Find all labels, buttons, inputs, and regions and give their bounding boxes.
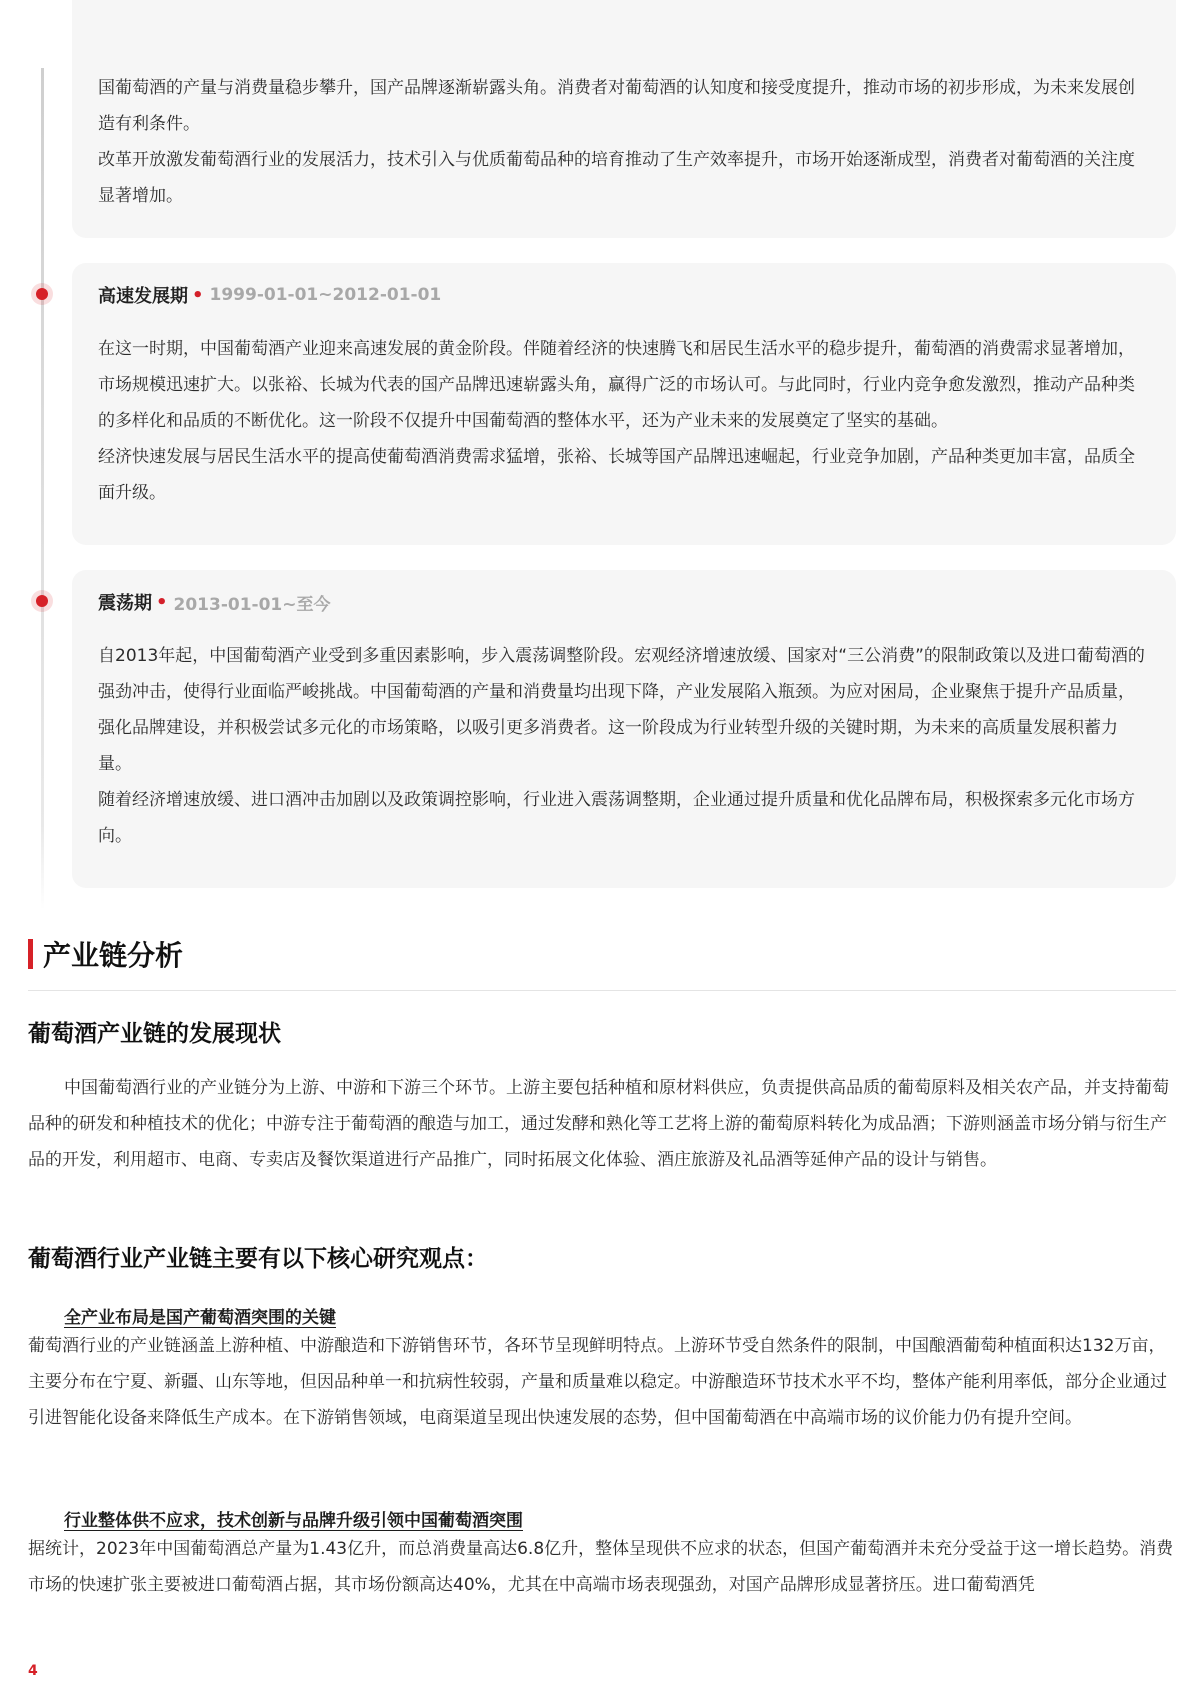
timeline-card-paragraph: 在这一时期，中国葡萄酒产业迎来高速发展的黄金阶段。伴随着经济的快速腾飞和居民生活水平的稳步提升，葡萄酒的消费需求显著增加，市场规模迅速扩大。以张裕、长城为代表的国产品牌迅速崭露头角，赢得广泛的市场认可。与此同时，行业内竞争愈发激烈，推动产品种类的多样化和品质的不断优化。这一阶段不仅提升中国葡萄酒的整体水平，还为产业未来的发展奠定了坚实的基础。 xyxy=(98,339,1135,431)
timeline-card-paragraph: 自2013年起，中国葡萄酒产业受到多重因素影响，步入震荡调整阶段。宏观经济增速放缓、国家对“三公消费”的限制政策以及进口葡萄酒的强劲冲击，使得行业面临严峻挑战。中国葡萄酒的产量和消费量均出现下降，产业发展陷入瓶颈。为应对困局，企业聚焦于提升产品质量，强化品牌建设，并积极尝试多元化的市场策略，以吸引更多消费者。这一阶段成为行业转型升级的关键时期，为未来的高质量发展积蓄力量。 xyxy=(98,646,1145,774)
timeline-card-header xyxy=(98,582,1150,622)
viewpoint-title: 行业整体供不应求，技术创新与品牌升级引领中国葡萄酒突围 xyxy=(64,1511,523,1531)
timeline-card-paragraph: 随着经济增速放缓、进口酒冲击加剧以及政策调控影响，行业进入震荡调整期，企业通过提升质量和优化品牌布局，积极探索多元化市场方向。 xyxy=(98,790,1135,846)
timeline-node-icon xyxy=(31,283,53,305)
timeline-node-icon xyxy=(31,590,53,612)
timeline-card-volatile xyxy=(72,570,1176,888)
section-title xyxy=(28,936,183,972)
heading-industry-chain-status: 葡萄酒产业链的发展现状 xyxy=(28,1021,281,1047)
page-number: 4 xyxy=(28,1663,38,1679)
viewpoint-title: 全产业布局是国产葡萄酒突围的关键 xyxy=(64,1308,336,1328)
section-title-text: 产业链分析 xyxy=(43,939,184,972)
stage-name: 高速发展期 xyxy=(98,286,188,307)
section-accent-bar xyxy=(28,939,33,969)
separator-dot: • xyxy=(192,284,204,306)
timeline-card-paragraph: 经济快速发展与居民生活水平的提高使葡萄酒消费需求猛增，张裕、长城等国产品牌迅速崛起，行业竞争加剧，产品种类更加丰富，品质全面升级。 xyxy=(98,447,1135,503)
timeline-line xyxy=(41,68,44,910)
stage-name: 震荡期 xyxy=(98,593,152,614)
timeline-card-paragraph: 国葡萄酒的产量与消费量稳步攀升，国产品牌逐渐崭露头角。消费者对葡萄酒的认知度和接受度提升，推动市场的初步形成，为未来发展创造有利条件。 xyxy=(98,78,1135,134)
viewpoint-text: 葡萄酒行业的产业链涵盖上游种植、中游酿造和下游销售环节，各环节呈现鲜明特点。上游环节受自然条件的限制，中国酿酒葡萄种植面积达132万亩，主要分布在宁夏、新疆、山东等地，但因品种单一和抗病性较弱，产量和质量难以稳定。中游酿造环节技术水平不均，整体产能利用率低，部分企业通过引进智能化设备来降低生产成本。在下游销售领域，电商渠道呈现出快速发展的态势，但中国葡萄酒在中高端市场的议价能力仍有提升空间。 xyxy=(28,1336,1167,1428)
stage-date: 2013-01-01~至今 xyxy=(173,594,331,615)
stage-date: 1999-01-01~2012-01-01 xyxy=(209,285,442,305)
timeline-card-rapid-growth xyxy=(72,263,1176,545)
separator-dot: • xyxy=(156,591,168,613)
heading-core-viewpoints: 葡萄酒行业产业链主要有以下核心研究观点： xyxy=(28,1246,488,1272)
viewpoint-text: 据统计，2023年中国葡萄酒总产量为1.43亿升，而总消费量高达6.8亿升，整体呈现供不应求的状态，但国产葡萄酒并未充分受益于这一增长趋势。消费市场的快速扩张主要被进口葡萄酒占据，其市场份额高达40%，尤其在中高端市场表现强劲，对国产品牌形成显著挤压。进口葡萄酒凭 xyxy=(28,1539,1174,1595)
section-divider xyxy=(28,990,1176,991)
intro-paragraph: 中国葡萄酒行业的产业链分为上游、中游和下游三个环节。上游主要包括种植和原材料供应，负责提供高品质的葡萄原料及相关农产品，并支持葡萄品种的研发和种植技术的优化；中游专注于葡萄酒的酿造与加工，通过发酵和熟化等工艺将上游的葡萄原料转化为成品酒；下游则涵盖市场分销与衍生产品的开发，利用超市、电商、专卖店及餐饮渠道进行产品推广，同时拓展文化体验、酒庄旅游及礼品酒等延伸产品的设计与销售。 xyxy=(28,1078,1169,1170)
timeline-card-previous xyxy=(72,0,1176,238)
timeline-card-paragraph: 改革开放激发葡萄酒行业的发展活力，技术引入与优质葡萄品种的培育推动了生产效率提升，市场开始逐渐成型，消费者对葡萄酒的关注度显著增加。 xyxy=(98,150,1135,206)
timeline-card-header xyxy=(98,275,1150,315)
